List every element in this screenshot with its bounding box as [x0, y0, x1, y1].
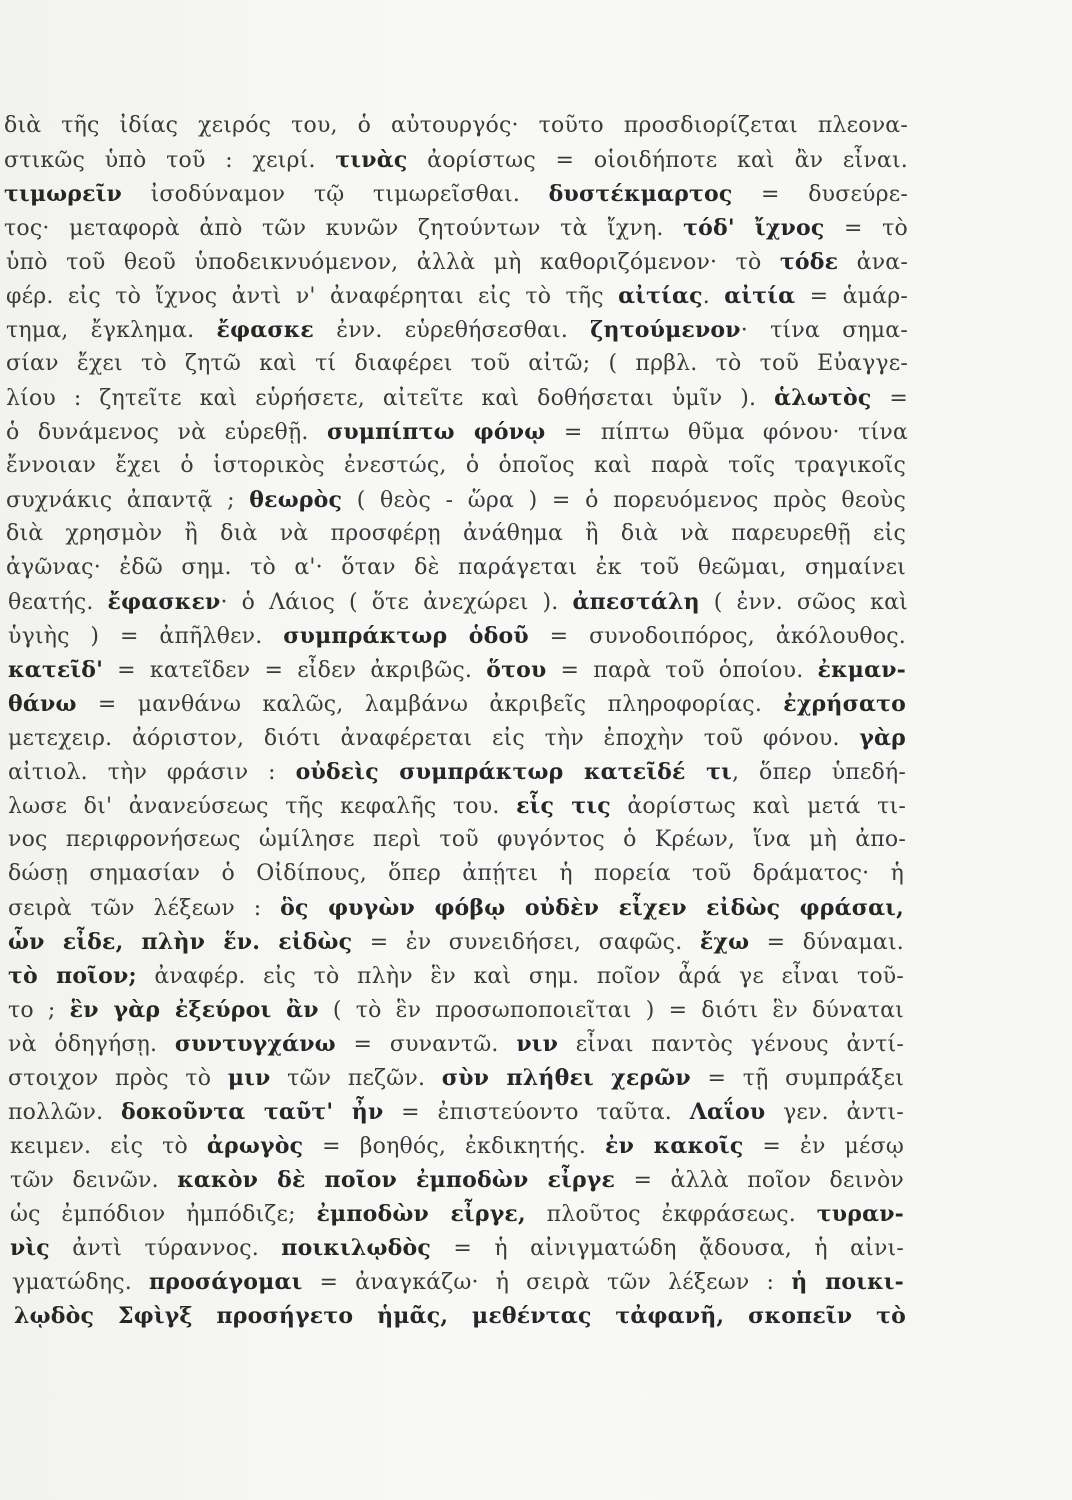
- text-line: ὑγιὴς ) = ἀπῆλθεν. συμπράκτωρ ὁδοῦ = συνοδοιπόρος, ἀκόλουθος.: [8, 623, 906, 649]
- text-line: τὸ ποῖον; ἀναφέρ. εἰς τὸ πλὴν ἓν καὶ σημ. ποῖον ἆρά γε εἶναι τοῦ-: [8, 963, 904, 989]
- text-line: λῳδὸς Σφὶγξ προσήγετο ἡμᾶς, μεθέντας τἀφανῆ, σκοπεῖν τὸ: [14, 1303, 906, 1329]
- text-line: νος περιφρονήσεως ὡμίλησε περὶ τοῦ φυγόντος ὁ Κρέων, ἵνα μὴ ἀπο-: [8, 827, 906, 852]
- text-line: ὑπὸ τοῦ θεοῦ ὑποδεικνυόμενον, ἀλλὰ μὴ καθοριζόμενον· τὸ τόδε ἀνα-: [6, 249, 908, 275]
- text-line: κατεῖδ' = κατεῖδεν = εἶδεν ἀκριβῶς. ὅτου = παρὰ τοῦ ὁποίου. ἐκμαν-: [8, 657, 906, 683]
- text-line: ὡς ἐμπόδιον ἠμπόδιζε; ἐμποδὼν εἶργε, πλοῦτος ἐκφράσεως. τυραν-: [10, 1201, 904, 1227]
- text-line: φέρ. εἰς τὸ ἴχνος ἀντὶ ν' ἀναφέρηται εἰς τὸ τῆς αἰτίας. αἰτία = ἁμάρ-: [6, 283, 908, 309]
- text-line: αἰτιολ. τὴν φράσιν : οὐδεὶς συμπράκτωρ κατεῖδέ τι, ὅπερ ὑπεδή-: [8, 759, 906, 785]
- text-line: τῶν δεινῶν. κακὸν δὲ ποῖον ἐμποδὼν εἶργε = ἀλλὰ ποῖον δεινὸν: [10, 1167, 904, 1193]
- text-line: συχνάκις ἀπαντᾷ ; θεωρὸς ( θεὸς - ὥρα ) = ὁ πορευόμενος πρὸς θεοὺς: [6, 487, 906, 513]
- text-line: λίου : ζητεῖτε καὶ εὑρήσετε, αἰτεῖτε καὶ δοθήσεται ὑμῖν ). ἁλωτὸς =: [6, 385, 908, 411]
- text-line: στοιχον πρὸς τὸ μιν τῶν πεζῶν. σὺν πλήθει χερῶν = τῇ συμπράξει: [8, 1065, 904, 1091]
- text-line: ἀγῶνας· ἐδῶ σημ. τὸ α'· ὅταν δὲ παράγεται ἐκ τοῦ θεῶμαι, σημαίνει: [6, 555, 906, 580]
- text-line: διὰ τῆς ἰδίας χειρός του, ὁ αὐτουργός· τοῦτο προσδιορίζεται πλεονα-: [4, 113, 908, 138]
- text-line: δώσῃ σημασίαν ὁ Οἰδίπους, ὅπερ ἀπῄτει ἡ πορεία τοῦ δράματος· ἡ: [8, 861, 904, 886]
- commentary-text: [0, 109, 1072, 1333]
- text-line: σειρὰ τῶν λέξεων : ὃς φυγὼν φόβῳ οὐδὲν εἶχεν εἰδὼς φράσαι,: [8, 895, 904, 921]
- text-line: τιμωρεῖν ἰσοδύναμον τῷ τιμωρεῖσθαι. δυστέκμαρτος = δυσεύρε-: [4, 181, 908, 207]
- text-line: μετεχειρ. ἀόριστον, διότι ἀναφέρεται εἰς τὴν ἐποχὴν τοῦ φόνου. γὰρ: [8, 725, 906, 751]
- text-line: λωσε δι' ἀνανεύσεως τῆς κεφαλῆς του. εἷς τις ἀορίστως καὶ μετά τι-: [8, 793, 906, 819]
- text-line: σίαν ἔχει τὸ ζητῶ καὶ τί διαφέρει τοῦ αἰτῶ; ( πρβλ. τὸ τοῦ Εὐαγγε-: [6, 351, 908, 376]
- text-line: πολλῶν. δοκοῦντα ταῦτ' ἦν = ἐπιστεύοντο ταῦτα. Λαΐου γεν. ἀντι-: [8, 1099, 904, 1125]
- text-line: ὁ δυνάμενος νὰ εὑρεθῇ. συμπίπτω φόνῳ = πίπτω θῦμα φόνου· τίνα: [6, 419, 908, 445]
- text-line: νὰ ὁδηγήσῃ. συντυγχάνω = συναντῶ. νιν εἶναι παντὸς γένους ἀντί-: [8, 1031, 904, 1057]
- text-line: διὰ χρησμὸν ἢ διὰ νὰ προσφέρῃ ἀνάθημα ἢ διὰ νὰ παρευρεθῇ εἰς: [6, 521, 906, 546]
- text-line: ἔννοιαν ἔχει ὁ ἱστορικὸς ἐνεστώς, ὁ ὁποῖος καὶ παρὰ τοῖς τραγικοῖς: [6, 453, 906, 478]
- text-line: το ; ἓν γὰρ ἐξεύροι ἂν ( τὸ ἓν προσωποποιεῖται ) = διότι ἓν δύναται: [8, 997, 904, 1023]
- text-line: νὶς ἀντὶ τύραννος. ποικιλῳδὸς = ἡ αἰνιγματώδη ᾄδουσα, ἡ αἰνι-: [10, 1235, 904, 1261]
- text-line: τος· μεταφορὰ ἀπὸ τῶν κυνῶν ζητούντων τὰ ἴχνη. τόδ' ἴχνος = τὸ: [4, 215, 908, 241]
- text-line: θάνω = μανθάνω καλῶς, λαμβάνω ἀκριβεῖς πληροφορίας. ἐχρήσατο: [8, 691, 906, 717]
- text-line: τημα, ἔγκλημα. ἔφασκε ἐνν. εὑρεθήσεσθαι. ζητούμενον· τίνα σημα-: [6, 317, 908, 343]
- text-line: γματώδης. προσάγομαι = ἀναγκάζω· ἡ σειρὰ τῶν λέξεων : ἡ ποικι-: [12, 1269, 904, 1295]
- text-line: ὧν εἶδε, πλὴν ἕν. εἰδὼς = ἐν συνειδήσει, σαφῶς. ἔχω = δύναμαι.: [8, 929, 904, 955]
- text-line: κειμεν. εἰς τὸ ἀρωγὸς = βοηθός, ἐκδικητής. ἐν κακοῖς = ἐν μέσῳ: [10, 1133, 904, 1159]
- text-line: θεατής. ἔφασκεν· ὁ Λάιος ( ὅτε ἀνεχώρει ). ἀπεστάλη ( ἐνν. σῶος καὶ: [8, 589, 908, 615]
- text-line: στικῶς ὑπὸ τοῦ : χειρί. τινὰς ἀορίστως = οἱοιδήποτε καὶ ἂν εἶναι.: [4, 147, 908, 173]
